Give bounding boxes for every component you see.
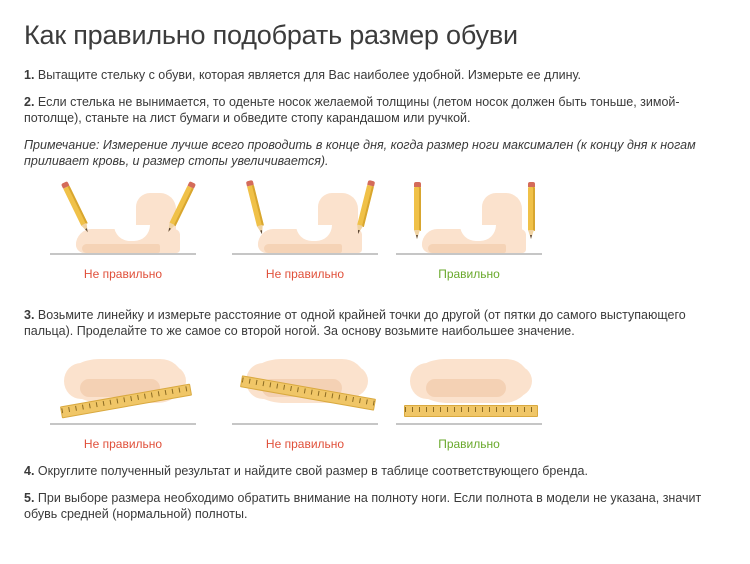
foot-with-ruler-diagonal-icon <box>50 351 200 425</box>
foot-with-ruler-diagonal-icon <box>232 351 382 425</box>
pencil-icon <box>528 187 535 231</box>
foot-with-ruler-straight-icon <box>396 351 546 425</box>
step-4-text: Округлите полученный результат и найдите свой размер в таблице соответствующего бренда. <box>37 464 588 478</box>
figure-ruler-wrong-1 <box>50 351 200 451</box>
figure-caption: Правильно <box>438 267 500 281</box>
step-1-text: Вытащите стельку с обуви, которая является для Вас наиболее удобной. Измерьте ее длину. <box>37 68 582 82</box>
figure-caption: Правильно <box>438 437 500 451</box>
step-3 <box>24 307 724 339</box>
figure-pencil-correct <box>396 181 546 281</box>
figure-row-ruler <box>24 351 726 451</box>
step-1-number: 1. <box>24 68 35 82</box>
step-3-text: Возьмите линейку и измерьте расстояние от одной крайней точки до другой (от пятки до самого выступающего пальца). Проделайте то же самое со второй ногой. За основу возьмите наибольшее значение. <box>24 308 686 338</box>
foot-with-pencil-vertical-icon <box>396 181 546 255</box>
step-2-number: 2. <box>24 95 35 109</box>
step-1 <box>24 67 724 83</box>
foot-side-icon <box>258 201 362 253</box>
figure-pencil-wrong-2 <box>232 181 382 281</box>
ruler-icon <box>404 405 538 417</box>
ground-line <box>232 423 378 425</box>
foot-top-icon <box>412 359 528 405</box>
step-4-number: 4. <box>24 464 35 478</box>
ground-line <box>50 423 196 425</box>
ground-line <box>396 423 542 425</box>
page-title: Как правильно подобрать размер обуви <box>24 20 518 50</box>
foot-side-icon <box>422 201 526 253</box>
foot-with-pencil-tilted-icon <box>50 181 200 255</box>
step-2 <box>24 94 724 126</box>
pencil-icon <box>414 187 421 231</box>
step-3-number: 3. <box>24 308 35 322</box>
ground-line <box>232 253 378 255</box>
note-text: Примечание: Измерение лучше всего проводить в конце дня, когда размер ноги максимален (к концу дня к ногам приливает кровь, и размер стопы увеличивается). <box>24 138 696 168</box>
figure-pencil-wrong-1 <box>50 181 200 281</box>
step-2-text: Если стелька не вынимается, то оденьте носок желаемой толщины (летом носок должен быть тоньше, зимой- потолще), станьте на лист бумаги и обведите стопу карандашом или ручкой. <box>24 95 680 125</box>
figure-caption: Не правильно <box>83 267 163 281</box>
ground-line <box>396 253 542 255</box>
closing-steps <box>24 463 726 522</box>
figure-caption: Не правильно <box>83 437 163 451</box>
figure-row-pencil <box>24 181 726 281</box>
step-5 <box>24 490 724 522</box>
figure-ruler-wrong-2 <box>232 351 382 451</box>
ground-line <box>50 253 196 255</box>
figure-caption: Не правильно <box>265 437 345 451</box>
step-5-number: 5. <box>24 491 35 505</box>
step-4 <box>24 463 724 479</box>
figure-ruler-correct <box>396 351 546 451</box>
figure-caption: Не правильно <box>265 267 345 281</box>
step-5-text: При выборе размера необходимо обратить внимание на полноту ноги. Если полнота в модели не указана, значит обувь средней (нормальной) полноты. <box>24 491 702 521</box>
foot-side-icon <box>76 201 180 253</box>
foot-with-pencil-tilted-icon <box>232 181 382 255</box>
